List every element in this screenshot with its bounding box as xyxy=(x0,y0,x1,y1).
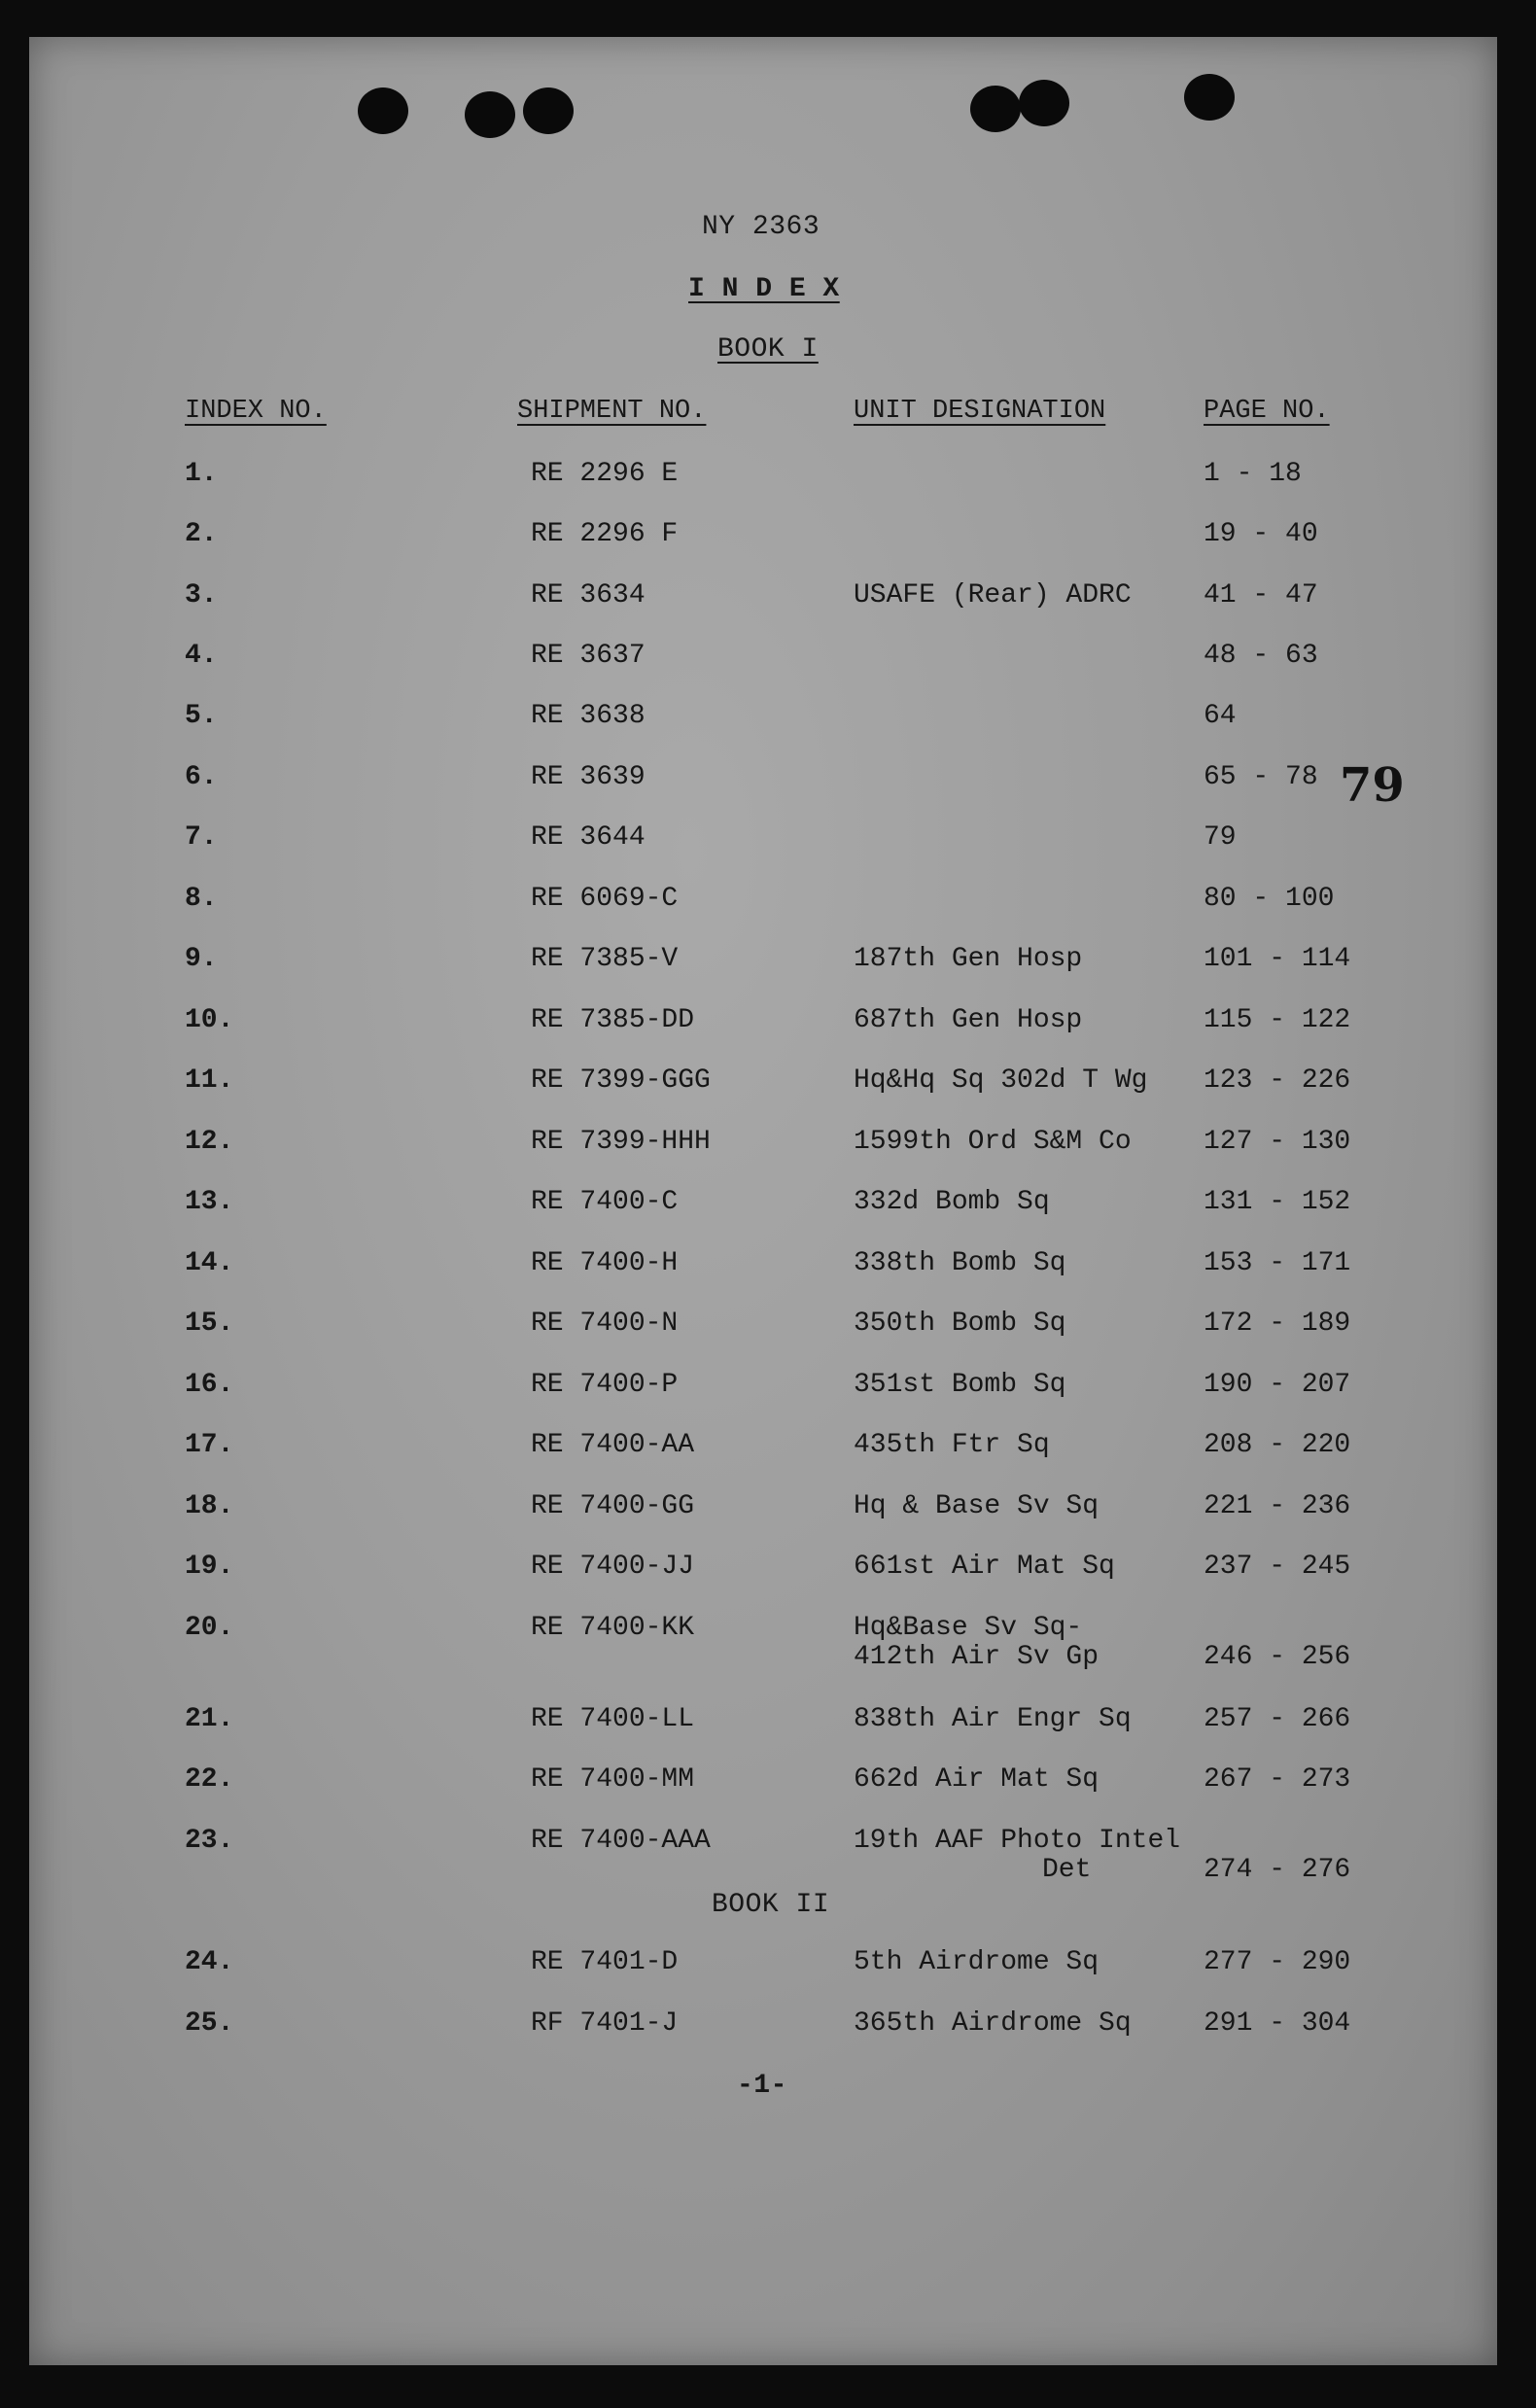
index-number: 24. xyxy=(185,1947,234,1977)
shipment-number: RE 3639 xyxy=(531,762,646,792)
shipment-number: RE 3634 xyxy=(531,580,646,611)
unit-designation: 661st Air Mat Sq xyxy=(854,1552,1115,1582)
unit-designation: 1599th Ord S&M Co xyxy=(854,1127,1132,1157)
unit-designation: Hq & Base Sv Sq xyxy=(854,1491,1100,1521)
header-unit-designation: UNIT DESIGNATION xyxy=(854,397,1106,426)
index-number: 21. xyxy=(185,1704,234,1734)
punch-hole xyxy=(465,91,515,138)
shipment-number: RE 7400-LL xyxy=(531,1704,695,1734)
shipment-number: RE 7400-KK xyxy=(531,1613,695,1643)
index-number: 19. xyxy=(185,1552,234,1582)
page-range: 267 - 273 xyxy=(1204,1764,1351,1795)
index-number: 10. xyxy=(185,1005,234,1035)
table-row xyxy=(0,701,1536,761)
page-range: 246 - 256 xyxy=(1204,1642,1351,1672)
unit-designation-line2: Det xyxy=(1042,1855,1092,1885)
index-number: 20. xyxy=(185,1613,234,1643)
table-row xyxy=(0,1552,1536,1612)
page-range: 80 - 100 xyxy=(1204,884,1335,914)
unit-designation: 350th Bomb Sq xyxy=(854,1309,1066,1339)
page-range: 274 - 276 xyxy=(1204,1855,1351,1885)
shipment-number: RE 7400-JJ xyxy=(531,1552,695,1582)
table-row xyxy=(0,1947,1536,2007)
index-number: 2. xyxy=(185,519,218,549)
page-number-footer: -1- xyxy=(737,2071,787,2101)
unit-designation: 662d Air Mat Sq xyxy=(854,1764,1100,1795)
unit-designation: 5th Airdrome Sq xyxy=(854,1947,1100,1977)
index-number: 22. xyxy=(185,1764,234,1795)
shipment-number: RE 7400-P xyxy=(531,1370,679,1400)
punch-hole xyxy=(1019,80,1069,126)
unit-designation: 332d Bomb Sq xyxy=(854,1187,1050,1217)
index-number: 9. xyxy=(185,944,218,974)
unit-designation: 19th AAF Photo Intel xyxy=(854,1826,1181,1856)
table-row xyxy=(0,1187,1536,1247)
index-number: 13. xyxy=(185,1187,234,1217)
shipment-number: RE 3638 xyxy=(531,701,646,731)
unit-designation: USAFE (Rear) ADRC xyxy=(854,580,1132,611)
index-number: 17. xyxy=(185,1430,234,1460)
table-row xyxy=(0,459,1536,519)
table-row xyxy=(0,1764,1536,1825)
shipment-number: RF 7401-J xyxy=(531,2008,679,2039)
page-range: 172 - 189 xyxy=(1204,1309,1351,1339)
table-row xyxy=(0,1309,1536,1369)
index-number: 16. xyxy=(185,1370,234,1400)
unit-designation: 351st Bomb Sq xyxy=(854,1370,1066,1400)
punch-hole xyxy=(1184,74,1235,121)
shipment-number: RE 3644 xyxy=(531,822,646,853)
table-row xyxy=(0,1065,1536,1126)
index-number: 11. xyxy=(185,1065,234,1096)
punch-hole xyxy=(970,86,1021,132)
table-row xyxy=(0,1370,1536,1430)
page-range: 291 - 304 xyxy=(1204,2008,1351,2039)
index-number: 7. xyxy=(185,822,218,853)
shipment-number: RE 7400-H xyxy=(531,1248,679,1278)
shipment-number: RE 7400-MM xyxy=(531,1764,695,1795)
table-row xyxy=(0,1491,1536,1552)
page-range: 277 - 290 xyxy=(1204,1947,1351,1977)
shipment-number: RE 2296 E xyxy=(531,459,679,489)
page-range: 208 - 220 xyxy=(1204,1430,1351,1460)
page-range: 127 - 130 xyxy=(1204,1127,1351,1157)
unit-designation: 435th Ftr Sq xyxy=(854,1430,1050,1460)
table-row xyxy=(0,884,1536,944)
index-number: 6. xyxy=(185,762,218,792)
table-row xyxy=(0,2008,1536,2069)
document-reference: NY 2363 xyxy=(702,212,820,242)
table-row xyxy=(0,1613,1536,1673)
index-number: 3. xyxy=(185,580,218,611)
unit-designation: 338th Bomb Sq xyxy=(854,1248,1066,1278)
page-range: 48 - 63 xyxy=(1204,641,1318,671)
header-page-no: PAGE NO. xyxy=(1204,397,1330,426)
shipment-number: RE 7399-HHH xyxy=(531,1127,711,1157)
table-row xyxy=(0,641,1536,701)
shipment-number: RE 7401-D xyxy=(531,1947,679,1977)
page-range: 237 - 245 xyxy=(1204,1552,1351,1582)
page-range: 153 - 171 xyxy=(1204,1248,1351,1278)
punch-hole xyxy=(523,87,574,134)
page-range: 101 - 114 xyxy=(1204,944,1351,974)
shipment-number: RE 7400-N xyxy=(531,1309,679,1339)
table-row xyxy=(0,1005,1536,1065)
header-index-no: INDEX NO. xyxy=(185,397,327,426)
shipment-number: RE 7400-AAA xyxy=(531,1826,711,1856)
table-row xyxy=(0,1127,1536,1187)
index-number: 8. xyxy=(185,884,218,914)
punch-hole xyxy=(358,87,408,134)
table-row xyxy=(0,1248,1536,1309)
header-shipment-no: SHIPMENT NO. xyxy=(517,397,707,426)
page-range: 64 xyxy=(1204,701,1237,731)
book-heading-1: BOOK I xyxy=(717,334,819,365)
table-row xyxy=(0,822,1536,883)
unit-designation: 365th Airdrome Sq xyxy=(854,2008,1132,2039)
document-title: I N D E X xyxy=(688,274,840,304)
page-range: 41 - 47 xyxy=(1204,580,1318,611)
book-heading-2: BOOK II xyxy=(712,1890,830,1920)
index-number: 1. xyxy=(185,459,218,489)
table-row xyxy=(0,944,1536,1004)
table-row xyxy=(0,762,1536,822)
index-number: 4. xyxy=(185,641,218,671)
page-range: 1 - 18 xyxy=(1204,459,1302,489)
page-range: 115 - 122 xyxy=(1204,1005,1351,1035)
page-range: 221 - 236 xyxy=(1204,1491,1351,1521)
shipment-number: RE 7400-GG xyxy=(531,1491,695,1521)
unit-designation: 187th Gen Hosp xyxy=(854,944,1083,974)
table-row xyxy=(0,519,1536,579)
shipment-number: RE 7385-DD xyxy=(531,1005,695,1035)
index-number: 5. xyxy=(185,701,218,731)
table-row xyxy=(0,1826,1536,1886)
table-row xyxy=(0,1704,1536,1764)
shipment-number: RE 7400-AA xyxy=(531,1430,695,1460)
shipment-number: RE 3637 xyxy=(531,641,646,671)
table-row xyxy=(0,580,1536,641)
index-number: 23. xyxy=(185,1826,234,1856)
page-range: 19 - 40 xyxy=(1204,519,1318,549)
shipment-number: RE 7399-GGG xyxy=(531,1065,711,1096)
index-number: 14. xyxy=(185,1248,234,1278)
page-range: 257 - 266 xyxy=(1204,1704,1351,1734)
page-range: 190 - 207 xyxy=(1204,1370,1351,1400)
index-number: 12. xyxy=(185,1127,234,1157)
page-range: 131 - 152 xyxy=(1204,1187,1351,1217)
page-range: 79 xyxy=(1204,822,1237,853)
index-number: 25. xyxy=(185,2008,234,2039)
unit-designation: 838th Air Engr Sq xyxy=(854,1704,1132,1734)
shipment-number: RE 2296 F xyxy=(531,519,679,549)
page-range: 65 - 78 xyxy=(1204,762,1318,792)
unit-designation-line2: 412th Air Sv Gp xyxy=(854,1642,1100,1672)
page-range: 123 - 226 xyxy=(1204,1065,1351,1096)
handwritten-page-note: 79 xyxy=(1340,758,1405,813)
shipment-number: RE 7400-C xyxy=(531,1187,679,1217)
index-number: 18. xyxy=(185,1491,234,1521)
unit-designation: Hq&Hq Sq 302d T Wg xyxy=(854,1065,1148,1096)
index-number: 15. xyxy=(185,1309,234,1339)
unit-designation: 687th Gen Hosp xyxy=(854,1005,1083,1035)
table-row xyxy=(0,1430,1536,1490)
shipment-number: RE 7385-V xyxy=(531,944,679,974)
unit-designation: Hq&Base Sv Sq- xyxy=(854,1613,1083,1643)
shipment-number: RE 6069-C xyxy=(531,884,679,914)
